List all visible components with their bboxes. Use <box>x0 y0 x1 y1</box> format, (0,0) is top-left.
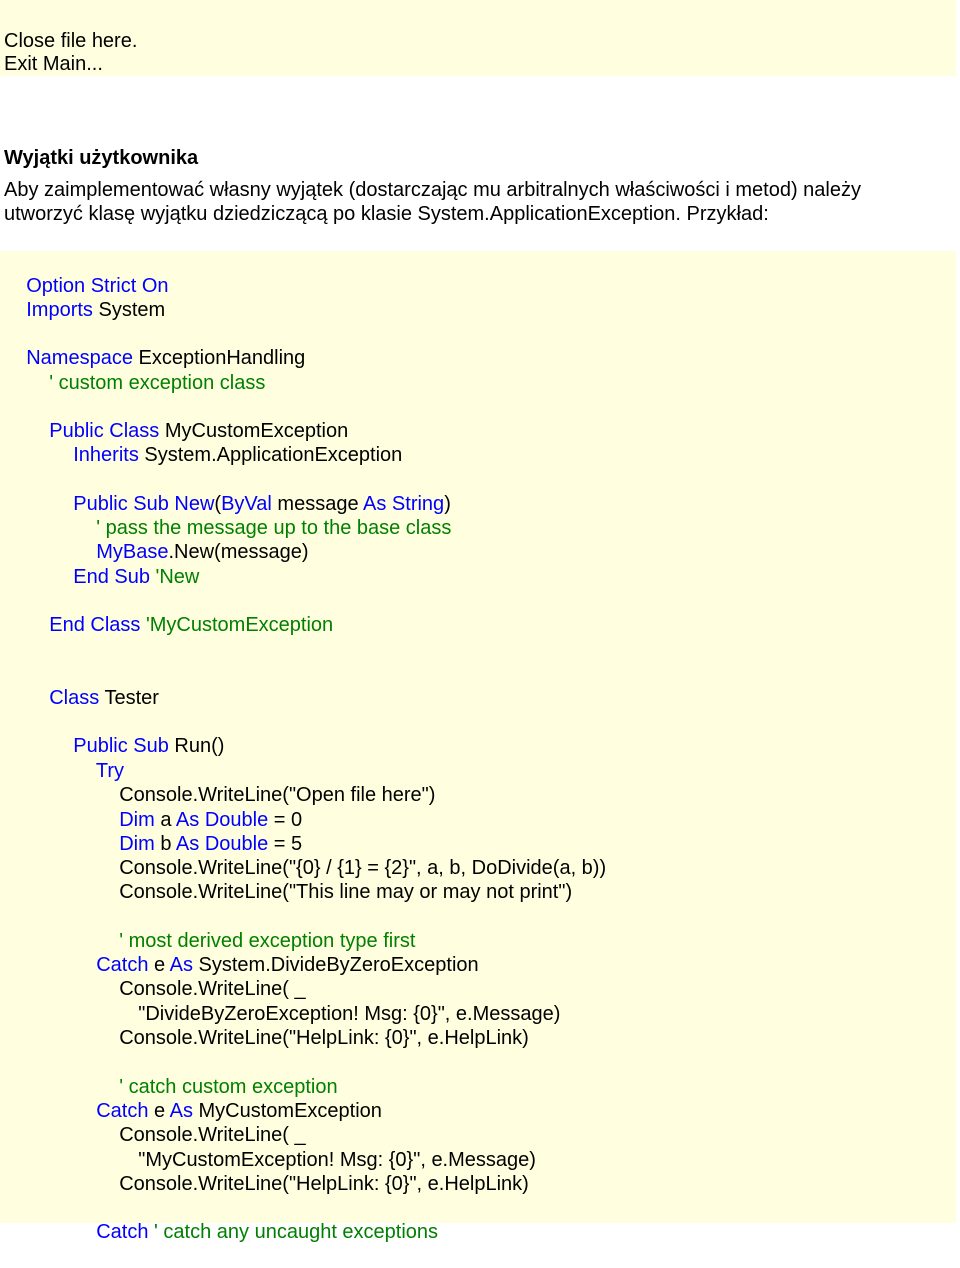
code-keyword: Option Strict On <box>26 275 169 297</box>
code-text: Console.WriteLine("HelpLink: {0}", e.HelpLink) <box>119 1027 529 1049</box>
code-text: MyCustomException <box>192 1100 382 1122</box>
code-keyword: Catch <box>96 954 149 976</box>
code-line <box>97 905 416 952</box>
paragraph-line: Aby zaimplementować własny wyjątek (dostarczając mu arbitralnych właściwości i metod) należy <box>4 179 861 201</box>
code-comment: ' most derived exception type first <box>119 930 416 952</box>
code-line <box>97 808 303 855</box>
code-text: e <box>148 954 170 976</box>
code-text: .New(message) <box>168 541 309 563</box>
code-line <box>74 1196 439 1243</box>
code-keyword: As Double <box>175 833 269 855</box>
code-keyword: Imports <box>26 299 93 321</box>
code-keyword: End Sub <box>73 566 150 588</box>
code-keyword: Dim <box>119 809 155 831</box>
code-line <box>27 662 159 709</box>
code-line <box>51 419 403 466</box>
code-keyword: Try <box>95 760 125 782</box>
code-text: ) <box>444 493 451 515</box>
code-line: Close file here. <box>4 30 138 52</box>
code-line <box>97 1099 306 1146</box>
code-line <box>74 1075 382 1122</box>
code-line <box>97 856 573 903</box>
code-line <box>97 953 306 1000</box>
code-keyword: Public Sub New <box>73 493 215 515</box>
code-line <box>27 589 334 636</box>
code-line <box>27 347 266 394</box>
code-text: Console.WriteLine("This line may or may not print") <box>119 881 573 903</box>
code-text: System <box>92 299 166 321</box>
code-text: Console.WriteLine("{0} / {1} = {2}", a, b, DoDivide(a, b)) <box>119 857 607 879</box>
code-text: System.ApplicationException <box>138 444 403 466</box>
code-text: ( <box>214 493 222 515</box>
code-keyword: MyBase <box>96 541 169 563</box>
code-line <box>97 1148 529 1195</box>
code-line <box>51 541 200 588</box>
code-line: Exit Main... <box>4 53 103 75</box>
code-line <box>4 250 169 297</box>
code-line <box>51 468 451 515</box>
code-text: Console.WriteLine("HelpLink: {0}", e.HelpLink) <box>119 1173 529 1195</box>
code-line <box>4 274 166 321</box>
code-keyword: Inherits <box>73 444 139 466</box>
code-block-top <box>0 0 956 76</box>
code-comment: ' custom exception class <box>49 372 266 394</box>
code-text: ExceptionHandling <box>132 347 306 369</box>
code-line <box>4 322 306 369</box>
section-paragraph <box>4 178 954 226</box>
code-line <box>27 395 349 442</box>
code-line <box>74 735 125 782</box>
code-text: = 5 <box>268 833 303 855</box>
code-keyword: As <box>169 1100 193 1122</box>
code-text: message <box>271 493 364 515</box>
code-text: Console.WriteLine( _ <box>119 1124 306 1146</box>
code-comment: ' catch custom exception <box>119 1076 338 1098</box>
code-keyword: Dim <box>119 833 155 855</box>
code-comment: 'New <box>149 566 200 588</box>
code-comment: ' pass the message up to the base class <box>96 517 452 539</box>
code-keyword: End Class <box>49 614 141 636</box>
code-text: System.DivideByZeroException <box>192 954 479 976</box>
code-text: MyCustomException <box>159 420 349 442</box>
code-keyword: Catch <box>96 1221 149 1243</box>
code-line <box>97 1051 338 1098</box>
code-keyword: Class <box>49 687 100 709</box>
code-keyword: As String <box>363 493 445 515</box>
code-comment: ' catch any uncaught exceptions <box>148 1221 439 1243</box>
code-line <box>97 784 303 831</box>
code-text: b <box>154 833 176 855</box>
code-line <box>74 516 309 563</box>
code-text: Run() <box>168 735 225 757</box>
code-line <box>74 929 479 976</box>
code-text: Console.WriteLine("Open file here") <box>119 784 436 806</box>
code-keyword: Catch <box>96 1100 149 1122</box>
code-comment: 'MyCustomException <box>140 614 334 636</box>
section-heading: Wyjątki użytkownika <box>4 147 199 169</box>
code-block-main <box>0 251 956 1243</box>
code-keyword: ByVal <box>221 493 272 515</box>
code-line <box>97 759 436 806</box>
code-text: e <box>148 1100 170 1122</box>
code-line <box>97 1002 529 1049</box>
code-keyword: Namespace <box>26 347 133 369</box>
code-keyword: Public Class <box>49 420 160 442</box>
paragraph-line: utworzyć klasę wyjątku dziedziczącą po klasie System.ApplicationException. Przykład: <box>4 203 769 225</box>
code-keyword: As <box>169 954 193 976</box>
code-text: a <box>154 809 176 831</box>
code-line <box>116 978 561 1025</box>
code-line <box>74 492 452 539</box>
code-keyword: Public Sub <box>73 735 169 757</box>
code-text: = 0 <box>268 809 303 831</box>
code-text: "MyCustomException! Msg: {0}", e.Message) <box>138 1149 536 1171</box>
code-line <box>51 710 225 757</box>
code-text: Tester <box>99 687 159 709</box>
code-line <box>116 1124 536 1171</box>
code-text: "DivideByZeroException! Msg: {0}", e.Message) <box>138 1003 561 1025</box>
code-text: Console.WriteLine( _ <box>119 978 306 1000</box>
code-keyword: As Double <box>175 809 269 831</box>
code-line <box>97 832 607 879</box>
